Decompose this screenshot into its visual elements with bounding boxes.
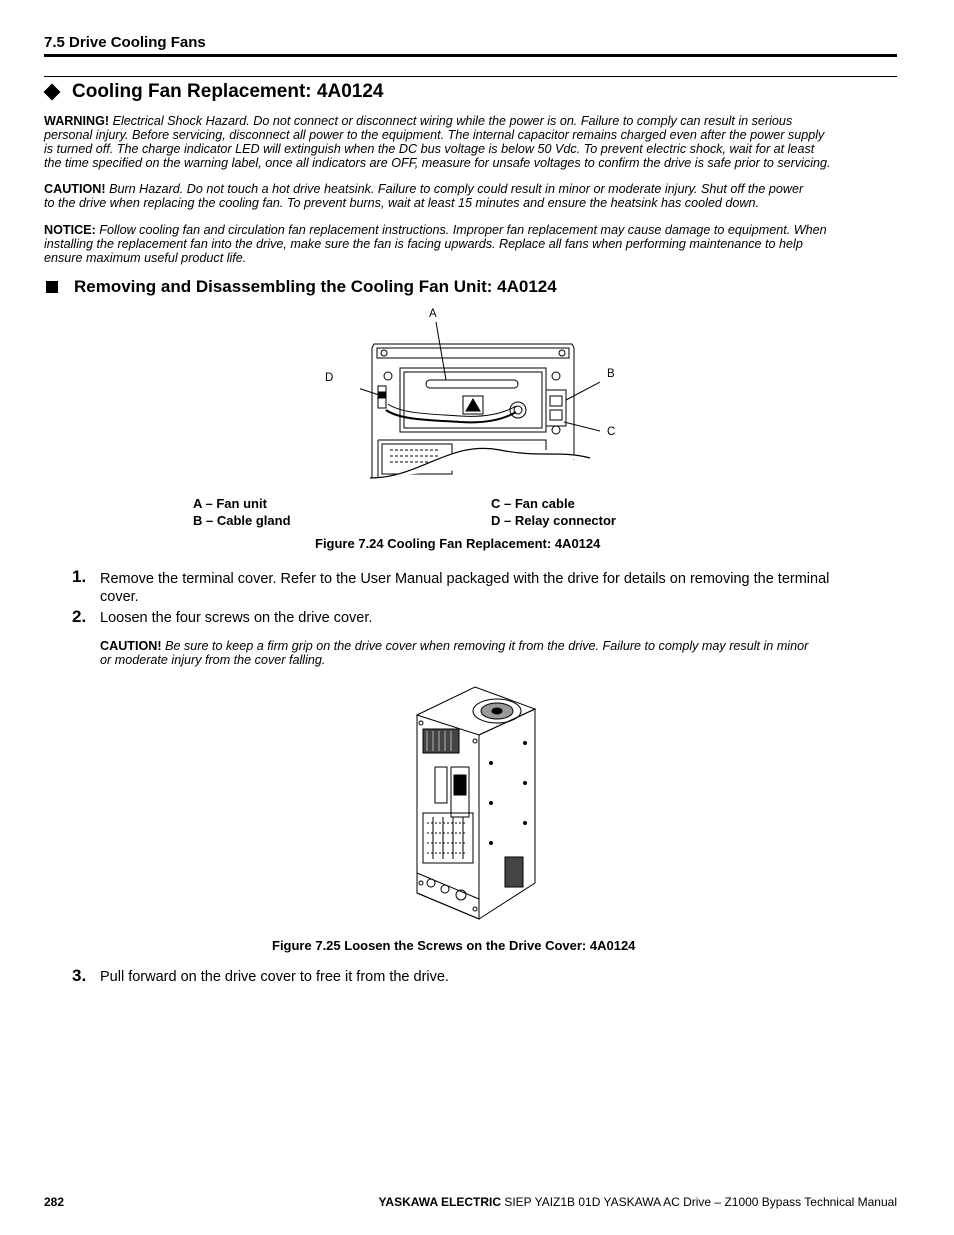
caution-label: CAUTION! bbox=[44, 182, 106, 196]
drive-cover-drawing bbox=[405, 683, 540, 923]
figure-label-b: B bbox=[607, 368, 615, 380]
footer-manual-title: SIEP YAIZ1B 01D YASKAWA AC Drive – Z1000 Bypass Technical Manual bbox=[504, 1195, 897, 1209]
header-subrule bbox=[44, 76, 897, 77]
caution-label: CAUTION! bbox=[100, 639, 162, 653]
figure-label-a: A bbox=[429, 308, 437, 320]
notice-label: NOTICE: bbox=[44, 223, 96, 237]
figure1-caption: Figure 7.24 Cooling Fan Replacement: 4A0124 bbox=[315, 536, 601, 551]
warning-label: WARNING! bbox=[44, 114, 110, 128]
page-heading bbox=[44, 81, 383, 103]
page-number: 282 bbox=[44, 1195, 65, 1209]
footer-manual bbox=[379, 1195, 897, 1209]
figure-label-d: D bbox=[325, 372, 334, 384]
legend-b: B – Cable gland bbox=[193, 513, 291, 528]
warning-block: WARNING! Electrical Shock Hazard. Do not connect or disconnect wiring while the power is on. Failure to comply can result in serious personal injury. Before servicing, disconnect all power to the equipment. The internal capacitor remains charged even after the power supply is turned off. The charge indicator LED will extinguish when the DC bus voltage is below 50 Vdc. To prevent electric shock, wait for at least the time specified on the warning label, once all indicators are OFF, measure for unsafe voltages to confirm the drive is safe prior to servicing. bbox=[44, 114, 831, 170]
step-text: Pull forward on the drive cover to free it from the drive. bbox=[100, 969, 449, 985]
diamond-bullet-icon bbox=[44, 84, 61, 101]
legend-d: D – Relay connector bbox=[491, 513, 616, 528]
step-text: Remove the terminal cover. Refer to the User Manual packaged with the drive for details on removing the terminal cover. bbox=[100, 571, 830, 605]
step-number: 1. bbox=[72, 567, 87, 586]
square-bullet-icon bbox=[46, 281, 58, 293]
subsection-heading bbox=[44, 277, 557, 297]
step-number: 2. bbox=[72, 607, 87, 626]
step-number: 3. bbox=[72, 966, 87, 985]
page-heading-text: Cooling Fan Replacement: 4A0124 bbox=[72, 81, 384, 102]
legend-c: C – Fan cable bbox=[491, 496, 575, 511]
footer-brand: YASKAWA ELECTRIC bbox=[378, 1195, 501, 1209]
figure-label-c: C bbox=[607, 426, 616, 438]
header-rule bbox=[44, 54, 897, 57]
section-title: 7.5 Drive Cooling Fans bbox=[44, 34, 206, 51]
fan-unit-drawing bbox=[360, 300, 600, 485]
notice-block: NOTICE: Follow cooling fan and circulation fan replacement instructions. Improper fan replacement may cause damage to equipment. When installing the replacement fan into the drive, make sure the fan is facing upwards. Replace all fans when performing maintenance to help ensure maximum useful product life. bbox=[44, 223, 827, 265]
subsection-heading-text: Removing and Disassembling the Cooling Fan Unit: 4A0124 bbox=[74, 277, 557, 296]
legend-a: A – Fan unit bbox=[193, 496, 267, 511]
caution-block: CAUTION! Burn Hazard. Do not touch a hot drive heatsink. Failure to comply could result in minor or moderate injury. Shut off the power to the drive when replacing the cooling fan. To prevent burns, wait at least 15 minutes and ensure the heatsink has cooled down. bbox=[44, 182, 804, 210]
step-text: Loosen the four screws on the drive cover. bbox=[100, 610, 373, 626]
figure2-caption: Figure 7.25 Loosen the Screws on the Drive Cover: 4A0124 bbox=[272, 938, 636, 953]
caution-block-2: CAUTION! Be sure to keep a firm grip on the drive cover when removing it from the drive. Failure to comply may result in minor or moderate injury from the cover falling. bbox=[100, 639, 809, 667]
